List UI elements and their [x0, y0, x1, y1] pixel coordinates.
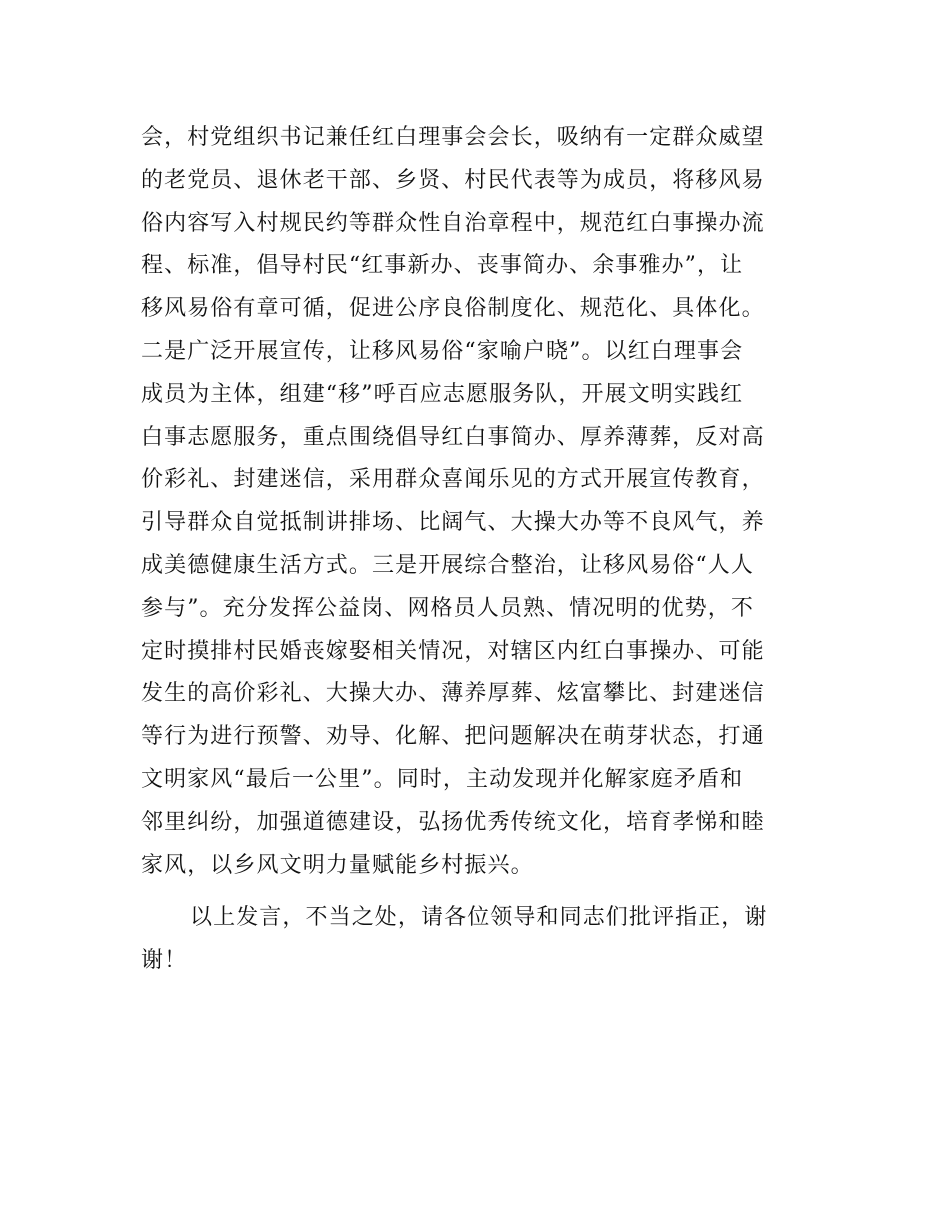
text-line: 定时摸排村民婚丧嫁娶相关情况，对辖区内红白事操办、可能 — [141, 638, 765, 664]
text-line: 引导群众自觉抵制讲排场、比阔气、大操大办等不良风气，养 — [141, 510, 765, 536]
text-line: 成员为主体，组建“移”呼百应志愿服务队，开展文明实践红 — [141, 381, 744, 407]
paragraph-closing — [141, 897, 813, 983]
paragraph-main — [141, 117, 813, 887]
text-line: 价彩礼、封建迷信，采用群众喜闻乐见的方式开展宣传教育， — [141, 467, 765, 493]
text-line: 程、标准，倡导村民“红事新办、丧事简办、余事雅办”，让 — [141, 253, 744, 279]
document-body — [141, 117, 813, 983]
text-line: 成美德健康生活方式。三是开展综合整治，让移风易俗“人人 — [141, 552, 754, 578]
text-line: 等行为进行预警、劝导、化解、把问题解决在萌芽状态，打通 — [141, 724, 765, 750]
closing-line: 谢！ — [141, 948, 188, 974]
text-line: 白事志愿服务，重点围绕倡导红白事简办、厚养薄葬，反对高 — [141, 424, 765, 450]
text-line: 参与”。充分发挥公益岗、网格员人员熟、情况明的优势，不 — [141, 595, 754, 621]
text-line: 邻里纠纷，加强道德建设，弘扬优秀传统文化，培育孝悌和睦 — [141, 809, 765, 835]
text-line: 会，村党组织书记兼任红白理事会会长，吸纳有一定群众威望 — [141, 125, 765, 150]
text-line: 家风，以乡风文明力量赋能乡村振兴。 — [141, 852, 534, 878]
text-line: 二是广泛开展宣传，让移风易俗“家喻户晓”。以红白理事会 — [141, 338, 744, 364]
text-line: 的老党员、退休老干部、乡贤、村民代表等为成员，将移风易 — [141, 167, 765, 193]
closing-line: 以上发言，不当之处，请各位领导和同志们批评指正，谢 — [190, 905, 768, 931]
text-line: 发生的高价彩礼、大操大办、薄养厚葬、炫富攀比、封建迷信 — [141, 681, 765, 707]
text-line: 文明家风“最后一公里”。同时，主动发现并化解家庭矛盾和 — [141, 766, 744, 792]
text-line: 移风易俗有章可循，促进公序良俗制度化、规范化、具体化。 — [141, 296, 765, 322]
text-line: 俗内容写入村规民约等群众性自治章程中，规范红白事操办流 — [141, 210, 765, 236]
